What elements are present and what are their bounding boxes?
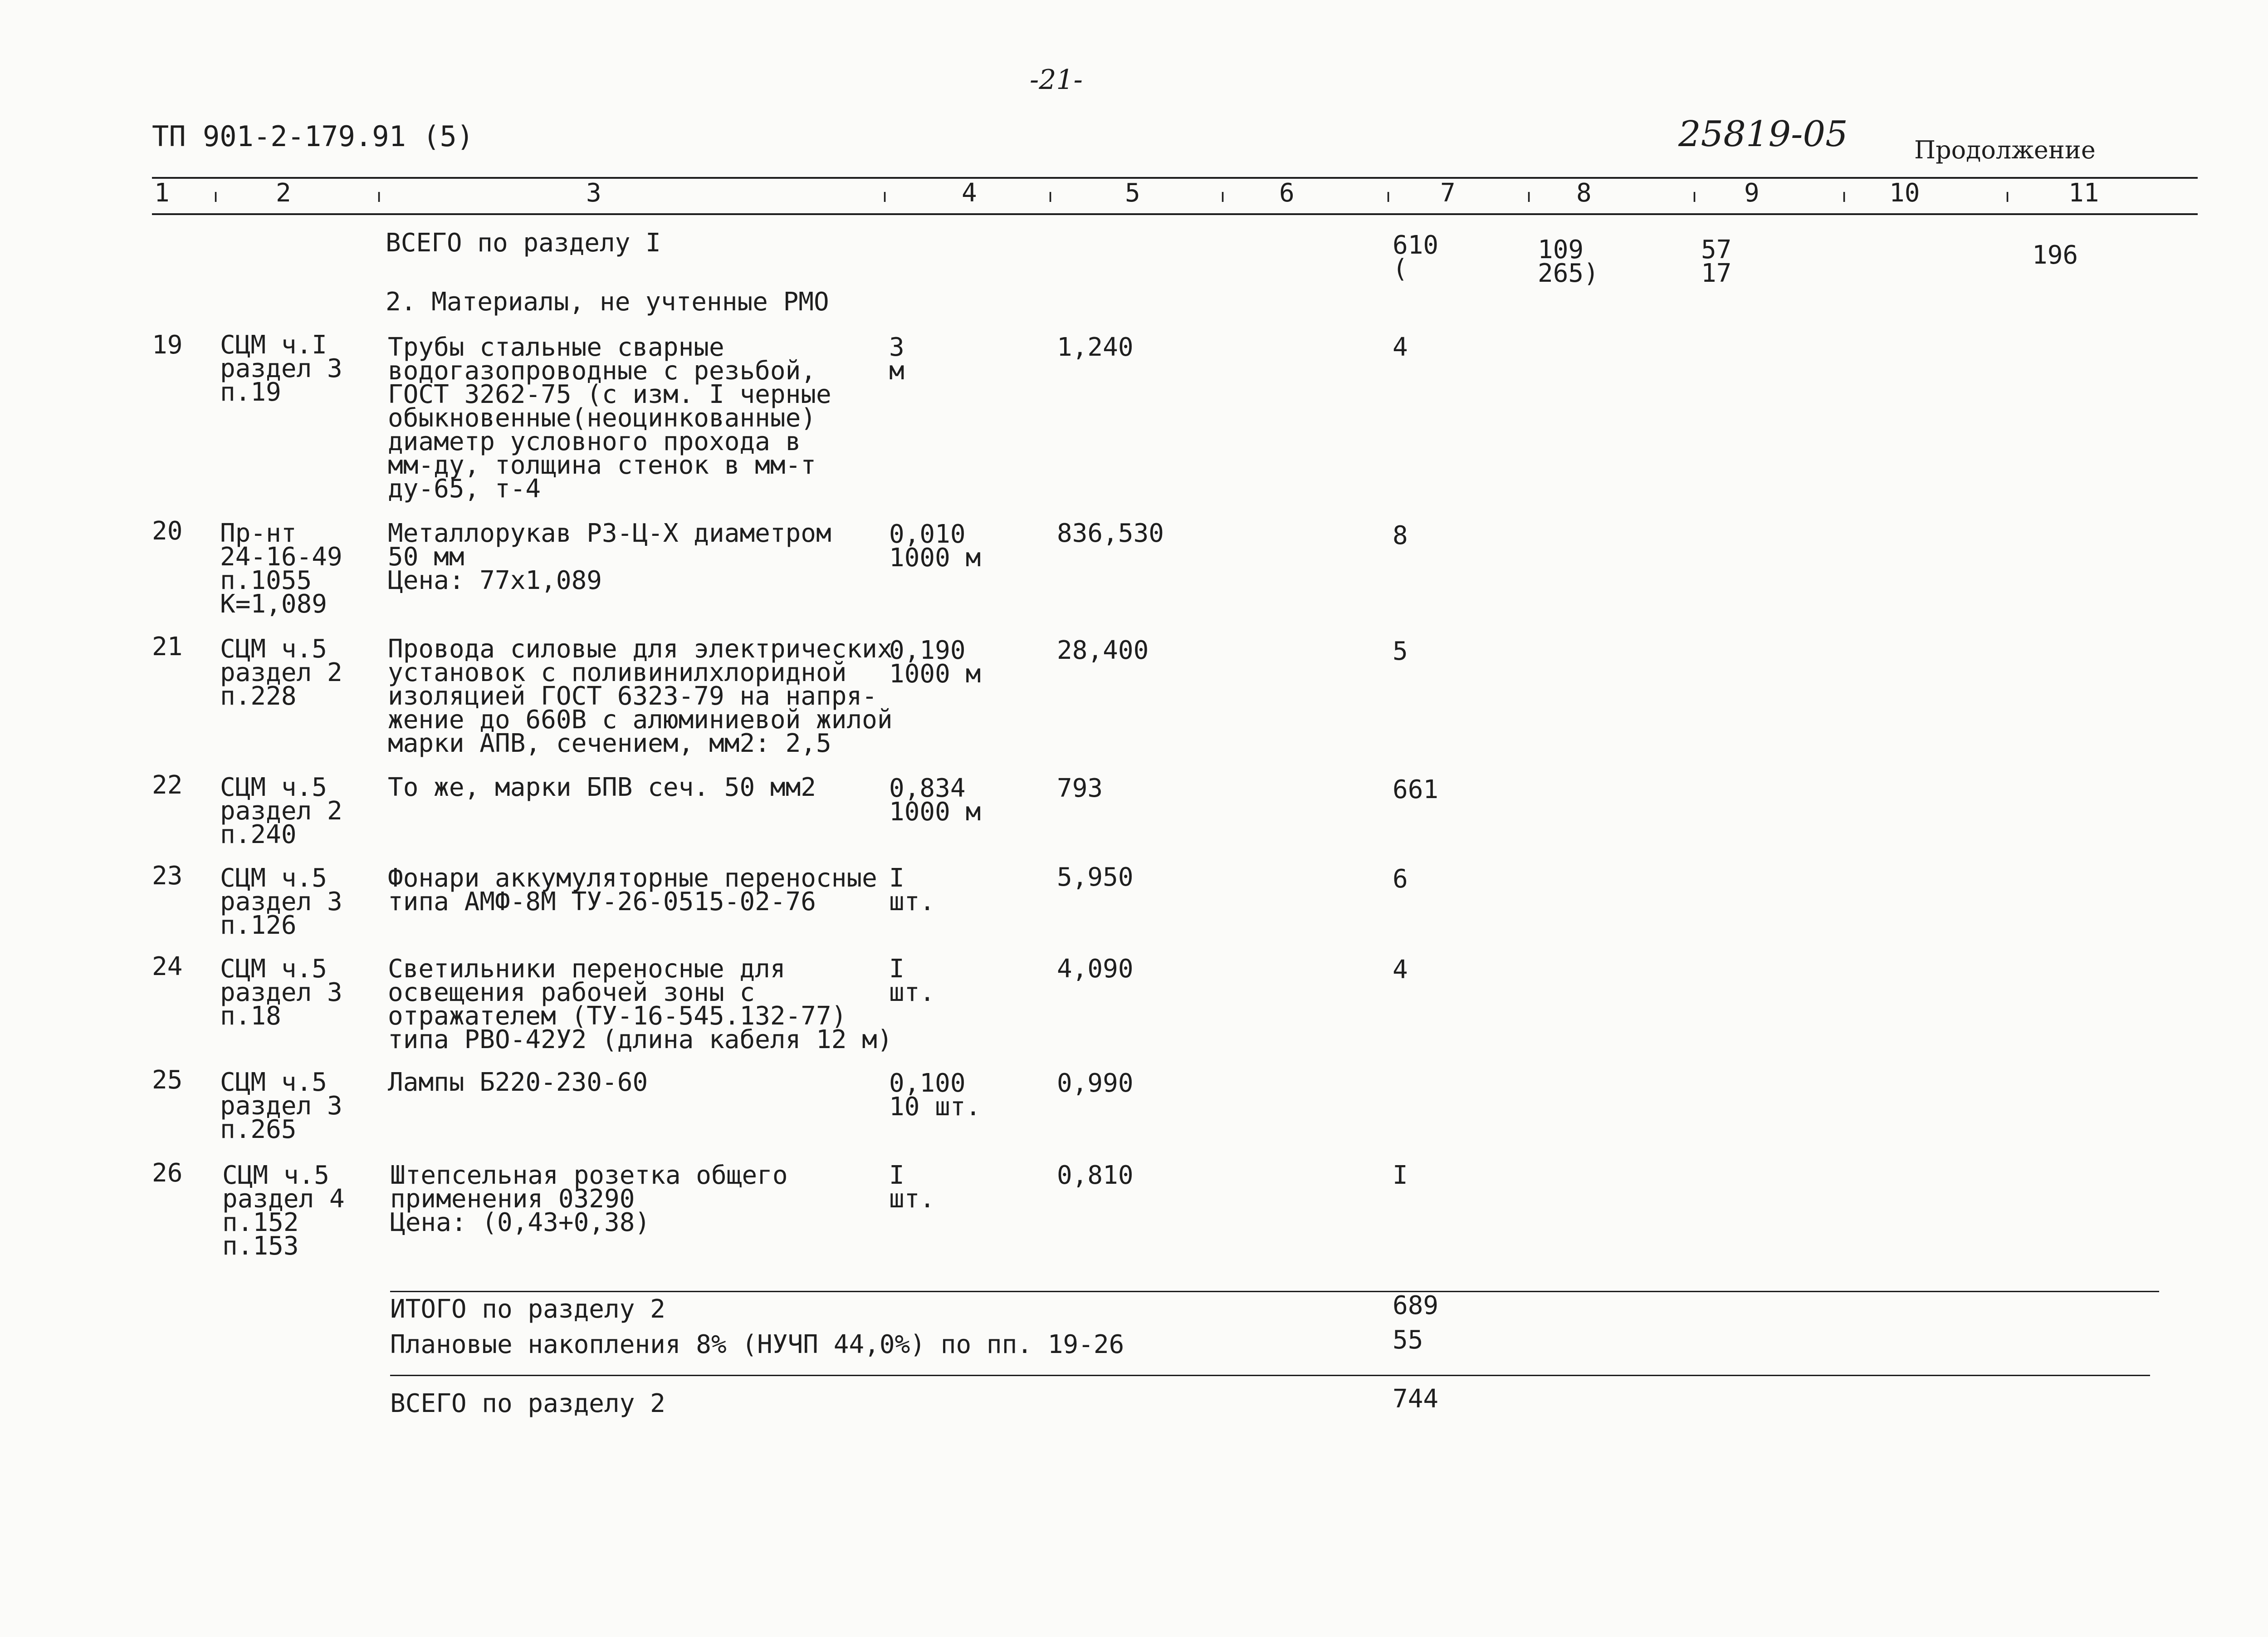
- row-reference: Пр-нт 24-16-49 п.1055 К=1,089: [220, 519, 342, 619]
- column-header: 7: [1440, 178, 1456, 208]
- row-unit-price: 28,400: [1057, 636, 1149, 665]
- column-separator: ı: [1526, 186, 1532, 206]
- itogo-value: 689: [1393, 1291, 1439, 1320]
- row-reference: СЦМ ч.5 раздел 4 п.152 п.153: [222, 1161, 345, 1261]
- row-reference: СЦМ ч.I раздел 3 п.19: [220, 330, 342, 407]
- row-unit: 0,010 1000 м: [889, 520, 981, 573]
- row-description: То же, марки БПВ сеч. 50 мм2: [388, 773, 816, 802]
- column-header: 6: [1279, 178, 1295, 208]
- row-reference: СЦМ ч.5 раздел 3 п.126: [220, 863, 342, 940]
- row-description: Трубы стальные сварные водогазопроводные с резьбой, ГОСТ 3262-75 (с изм. I черные обыкновенные(неоцинкованные) диаметр условного прохода в мм-ду, толщина стенок в мм-т ду-65, т-4: [388, 333, 831, 504]
- row-number: 24: [152, 952, 183, 981]
- header-bottom-rule: [152, 213, 2198, 215]
- row-total: 5: [1393, 637, 1408, 666]
- row-unit-price: 5,950: [1057, 863, 1134, 892]
- handwritten-id: 25819-05: [1678, 114, 1848, 155]
- column-separator: ı: [1386, 186, 1391, 206]
- section1-total-col9: 57 17: [1701, 235, 1732, 288]
- column-separator: ı: [1692, 186, 1697, 206]
- row-description: Светильники переносные для освещения рабочей зоны с отражателем (ТУ-16-545.132-77) типа РВО-42У2 (длина кабеля 12 м): [388, 954, 893, 1054]
- vsego-label: ВСЕГО по разделу 2: [390, 1389, 665, 1418]
- row-total: 8: [1393, 521, 1408, 550]
- section1-total-col8: 109 265): [1538, 235, 1599, 288]
- row-number: 22: [152, 770, 183, 800]
- row-number: 21: [152, 632, 183, 662]
- row-unit-price: 793: [1057, 774, 1103, 803]
- row-unit: 0,100 10 шт.: [889, 1068, 981, 1122]
- row-total: 4: [1393, 333, 1408, 362]
- column-separator: ı: [1220, 186, 1226, 206]
- row-unit: I шт.: [889, 1161, 935, 1214]
- vsego-value: 744: [1393, 1384, 1439, 1414]
- column-header: 9: [1744, 178, 1760, 208]
- column-header: 3: [586, 178, 601, 208]
- column-header: 11: [2068, 178, 2099, 208]
- row-unit-price: 4,090: [1057, 954, 1134, 984]
- row-reference: СЦМ ч.5 раздел 3 п.18: [220, 954, 342, 1031]
- row-description: Штепсельная розетка общего применения 03290 Цена: (0,43+0,38): [390, 1161, 788, 1237]
- column-header: 8: [1576, 178, 1592, 208]
- row-reference: СЦМ ч.5 раздел 3 п.265: [220, 1068, 342, 1144]
- continuation-label: Продолжение: [1914, 136, 2096, 164]
- column-separator: ı: [2005, 186, 2010, 206]
- column-header: 2: [276, 178, 291, 208]
- column-header: 5: [1125, 178, 1140, 208]
- row-unit: I шт.: [889, 863, 935, 917]
- row-total: 6: [1393, 864, 1408, 894]
- planned-value: 55: [1393, 1325, 1423, 1355]
- row-reference: СЦМ ч.5 раздел 2 п.240: [220, 773, 342, 849]
- row-description: Металлорукав РЗ-Ц-Х диаметром 50 мм Цена: 77х1,089: [388, 519, 831, 595]
- row-unit: 3 м: [889, 333, 904, 386]
- row-total: 661: [1393, 775, 1439, 804]
- row-total: I: [1393, 1161, 1408, 1190]
- row-unit-price: 0,990: [1057, 1068, 1134, 1098]
- section1-total-label: ВСЕГО по разделу I: [386, 228, 661, 258]
- column-separator: ı: [882, 186, 888, 206]
- row-unit-price: 0,810: [1057, 1161, 1134, 1190]
- row-unit: 0,834 1000 м: [889, 774, 981, 827]
- page-number: -21-: [1030, 64, 1083, 96]
- row-unit: I шт.: [889, 954, 935, 1007]
- row-reference: СЦМ ч.5 раздел 2 п.228: [220, 634, 342, 711]
- row-unit-price: 1,240: [1057, 333, 1134, 362]
- section1-total-col7: 610 (: [1393, 230, 1439, 284]
- section2-title: 2. Материалы, не учтенные РМО: [386, 287, 829, 317]
- row-number: 20: [152, 516, 183, 546]
- row-unit: 0,190 1000 м: [889, 636, 981, 689]
- section1-total-col11: 196: [2032, 240, 2078, 270]
- row-number: 19: [152, 330, 183, 360]
- row-number: 25: [152, 1065, 183, 1095]
- planned-label: Плановые накопления 8% (НУЧП 44,0%) по пп. 19-26: [390, 1330, 1124, 1359]
- column-header: 1: [154, 178, 170, 208]
- row-description: Лампы Б220-230-60: [388, 1068, 648, 1097]
- column-header: 10: [1889, 178, 1920, 208]
- column-separator: ı: [376, 186, 382, 206]
- itogo-label: ИТОГО по разделу 2: [390, 1294, 665, 1324]
- row-number: 23: [152, 861, 183, 891]
- column-separator: ı: [1842, 186, 1847, 206]
- row-unit-price: 836,530: [1057, 519, 1164, 548]
- document-code: ТП 901-2-179.91 (5): [152, 120, 474, 153]
- column-separator: ı: [1048, 186, 1053, 206]
- vsego-rule: [390, 1375, 2150, 1376]
- row-number: 26: [152, 1158, 183, 1188]
- row-total: 4: [1393, 955, 1408, 985]
- column-header: 4: [962, 178, 977, 208]
- row-description: Провода силовые для электрических установок с поливинилхлоридной изоляцией ГОСТ 6323-79 на напря- жение до 660В с алюминиевой жилой марки АПВ, сечением, мм2: 2,5: [388, 634, 893, 758]
- column-separator: ı: [213, 186, 219, 206]
- row-description: Фонари аккумуляторные переносные типа АМФ-8М ТУ-26-0515-02-76: [388, 863, 877, 917]
- itogo-rule: [390, 1291, 2159, 1292]
